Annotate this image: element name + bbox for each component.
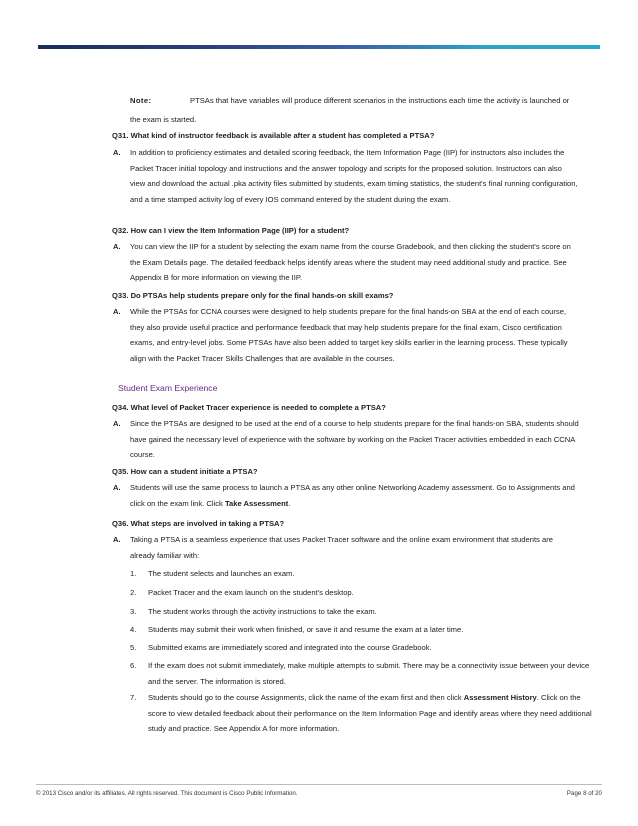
list-text: The student selects and launches an exam. <box>148 569 295 578</box>
question-32: Q32. How can I view the Item Information Page (IIP) for a student? <box>112 226 350 235</box>
assessment-history-label: Assessment History <box>463 693 537 702</box>
question-33: Q33. Do PTSAs help students prepare only for the final hands-on skill exams? <box>112 291 394 300</box>
list-number: 7. <box>130 693 137 702</box>
question-36: Q36. What steps are involved in taking a PTSA? <box>112 519 285 528</box>
answer-label: A. <box>113 535 121 544</box>
answer-text-pre: Students will use the same process to launch a PTSA as any other online Networking Academy assessment. Go to Assignments and click on the exam link. Click <box>130 483 575 508</box>
list-number: 6. <box>130 661 137 670</box>
list-item <box>130 658 598 689</box>
answer-text <box>130 480 579 511</box>
list-number: 1. <box>130 569 137 578</box>
answer-36 <box>113 532 579 563</box>
answer-text: In addition to proficiency estimates and detailed scoring feedback, the Item Information Page (IIP) for instructors also includes the Packet Tracer initial topology and instructions and the answer topology and scripts for the proposed solution. Instructors can also view and download the actual .pka activity files submitted by students, exam timing statistics, the student's final running configuration, and a time stamped activity log of every IOS command entered by the student during the exam. <box>130 148 578 204</box>
answer-label: A. <box>113 419 121 428</box>
take-assessment-label: Take Assessment <box>224 498 289 508</box>
answer-label: A. <box>113 483 121 492</box>
question-35: Q35. How can a student initiate a PTSA? <box>112 467 258 476</box>
answer-text: While the PTSAs for CCNA courses were designed to help students prepare for the final hands-on SBA at the end of each course, they also provide useful practice and performance feedback that may help students prepare for the final exam, Cisco certification exams, and entry-level jobs. Some PTSAs have also been added to target key skills earlier in the learning process. These typically align with the Packet Tracer Skills Challenges that are available in the courses. <box>130 307 568 363</box>
copyright-text: © 2013 Cisco and/or its affiliates. All rights reserved. This document is Cisco Public Information. <box>36 790 298 797</box>
page-footer <box>36 784 602 797</box>
answer-text: You can view the IIP for a student by selecting the exam name from the course Gradebook, and then clicking the student's score on the Exam Details page. The detailed feedback helps identify areas where the student may need additional study and practice. See Appendix B for more information on viewing the IIP. <box>130 242 571 282</box>
list-text: Submitted exams are immediately scored and integrated into the course Gradebook. <box>148 643 432 652</box>
section-title: Student Exam Experience <box>118 383 218 393</box>
note-label: Note: <box>130 96 152 105</box>
list-text-post: . Click on the score to view detailed feedback about their performance on the Item Information Page and identify areas where they need additional study and practice. See Appendix A for more information. <box>148 693 592 733</box>
list-text: The student works through the activity instructions to take the exam. <box>148 607 377 616</box>
answer-label: A. <box>113 148 121 157</box>
answer-33 <box>113 304 579 366</box>
list-text: Students may submit their work when finished, or save it and resume the exam at a later time. <box>148 625 464 634</box>
list-item <box>130 640 598 656</box>
question-31: Q31. What kind of instructor feedback is available after a student has completed a PTSA? <box>112 131 435 140</box>
list-item <box>130 566 598 582</box>
answer-text: Taking a PTSA is a seamless experience that uses Packet Tracer software and the online exam environment that students are already familiar with: <box>130 535 553 560</box>
page-number: Page 8 of 20 <box>566 790 602 797</box>
header-gradient-bar <box>38 45 600 49</box>
list-text: If the exam does not submit immediately, make multiple attempts to submit. There may be a connectivity issue between your device and the server. The information is stored. <box>148 661 590 686</box>
list-item <box>130 690 598 737</box>
list-text: Packet Tracer and the exam launch on the student's desktop. <box>148 588 354 597</box>
answer-34 <box>113 416 579 463</box>
answer-32 <box>113 239 579 286</box>
list-item <box>130 622 598 638</box>
answer-label: A. <box>113 242 121 251</box>
note-text: PTSAs that have variables will produce different scenarios in the instructions each time the activity is launched or the exam is started. <box>130 96 570 124</box>
list-number: 4. <box>130 625 137 634</box>
answer-31 <box>113 145 579 207</box>
list-number: 2. <box>130 588 137 597</box>
list-number: 3. <box>130 607 137 616</box>
list-number: 5. <box>130 643 137 652</box>
answer-text: Since the PTSAs are designed to be used at the end of a course to help students prepare for the final hands-on SBA, students should have gained the necessary level of experience with the software by working on the Packet Tracer activities embedded in each CCNA course. <box>130 419 579 459</box>
answer-text-post: . <box>288 498 291 508</box>
list-item <box>130 585 598 601</box>
question-34: Q34. What level of Packet Tracer experience is needed to complete a PTSA? <box>112 403 386 412</box>
list-item <box>130 604 598 620</box>
answer-35 <box>113 480 579 511</box>
answer-label: A. <box>113 307 121 316</box>
note-block <box>130 91 575 129</box>
list-text-pre: Students should go to the course Assignments, click the name of the exam first and then click <box>148 693 464 702</box>
